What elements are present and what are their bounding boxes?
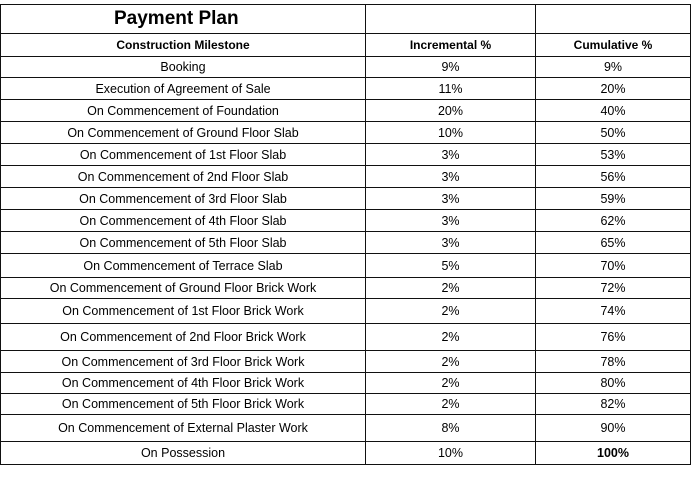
cumulative-cell: 76%	[536, 324, 691, 351]
milestone-cell: Execution of Agreement of Sale	[1, 78, 366, 100]
milestone-cell: On Commencement of Ground Floor Brick Work	[1, 278, 366, 299]
incremental-cell: 10%	[366, 442, 536, 465]
payment-plan-table	[0, 4, 691, 465]
page-title: Payment Plan	[1, 5, 366, 34]
table-row	[1, 57, 691, 78]
table-row	[1, 442, 691, 465]
cumulative-cell: 40%	[536, 100, 691, 122]
incremental-cell: 5%	[366, 254, 536, 278]
incremental-cell: 2%	[366, 278, 536, 299]
incremental-cell: 3%	[366, 188, 536, 210]
incremental-cell: 2%	[366, 351, 536, 373]
table-row	[1, 278, 691, 299]
table-row	[1, 254, 691, 278]
incremental-cell: 20%	[366, 100, 536, 122]
cumulative-cell: 59%	[536, 188, 691, 210]
milestone-cell: On Commencement of 4th Floor Slab	[1, 210, 366, 232]
cumulative-cell: 70%	[536, 254, 691, 278]
milestone-cell: On Commencement of 3rd Floor Slab	[1, 188, 366, 210]
header-incremental: Incremental %	[366, 34, 536, 57]
cumulative-cell: 90%	[536, 415, 691, 442]
milestone-cell: On Commencement of 5th Floor Brick Work	[1, 394, 366, 415]
table-row	[1, 351, 691, 373]
milestone-cell: On Commencement of External Plaster Work	[1, 415, 366, 442]
cumulative-cell: 74%	[536, 299, 691, 324]
cumulative-cell: 62%	[536, 210, 691, 232]
table-row	[1, 122, 691, 144]
milestone-cell: On Commencement of 5th Floor Slab	[1, 232, 366, 254]
milestone-cell: Booking	[1, 57, 366, 78]
cumulative-cell: 100%	[536, 442, 691, 465]
header-milestone: Construction Milestone	[1, 34, 366, 57]
table-row	[1, 78, 691, 100]
milestone-cell: On Commencement of 2nd Floor Brick Work	[1, 324, 366, 351]
incremental-cell: 2%	[366, 324, 536, 351]
cumulative-cell: 72%	[536, 278, 691, 299]
incremental-cell: 9%	[366, 57, 536, 78]
table-row	[1, 188, 691, 210]
cumulative-cell: 20%	[536, 78, 691, 100]
milestone-cell: On Commencement of 3rd Floor Brick Work	[1, 351, 366, 373]
table-row	[1, 210, 691, 232]
cumulative-cell: 50%	[536, 122, 691, 144]
cumulative-cell: 82%	[536, 394, 691, 415]
cumulative-cell: 53%	[536, 144, 691, 166]
table-row	[1, 166, 691, 188]
table-row	[1, 394, 691, 415]
header-row	[1, 34, 691, 57]
title-row	[1, 5, 691, 34]
table-row	[1, 100, 691, 122]
incremental-cell: 11%	[366, 78, 536, 100]
cumulative-cell: 56%	[536, 166, 691, 188]
incremental-cell: 3%	[366, 144, 536, 166]
table-row	[1, 144, 691, 166]
milestone-cell: On Commencement of 1st Floor Brick Work	[1, 299, 366, 324]
table-row	[1, 299, 691, 324]
table-row	[1, 232, 691, 254]
milestone-cell: On Commencement of Terrace Slab	[1, 254, 366, 278]
milestone-cell: On Commencement of 2nd Floor Slab	[1, 166, 366, 188]
cumulative-cell: 78%	[536, 351, 691, 373]
header-cumulative: Cumulative %	[536, 34, 691, 57]
table-row	[1, 324, 691, 351]
title-blank-cell	[536, 5, 691, 34]
cumulative-cell: 65%	[536, 232, 691, 254]
incremental-cell: 10%	[366, 122, 536, 144]
milestone-cell: On Commencement of Ground Floor Slab	[1, 122, 366, 144]
cumulative-cell: 9%	[536, 57, 691, 78]
incremental-cell: 2%	[366, 373, 536, 394]
table-row	[1, 373, 691, 394]
milestone-cell: On Commencement of Foundation	[1, 100, 366, 122]
cumulative-cell: 80%	[536, 373, 691, 394]
incremental-cell: 3%	[366, 166, 536, 188]
milestone-cell: On Commencement of 1st Floor Slab	[1, 144, 366, 166]
incremental-cell: 3%	[366, 210, 536, 232]
incremental-cell: 3%	[366, 232, 536, 254]
milestone-cell: On Commencement of 4th Floor Brick Work	[1, 373, 366, 394]
incremental-cell: 8%	[366, 415, 536, 442]
table-row	[1, 415, 691, 442]
incremental-cell: 2%	[366, 394, 536, 415]
milestone-cell: On Possession	[1, 442, 366, 465]
title-blank-cell	[366, 5, 536, 34]
incremental-cell: 2%	[366, 299, 536, 324]
